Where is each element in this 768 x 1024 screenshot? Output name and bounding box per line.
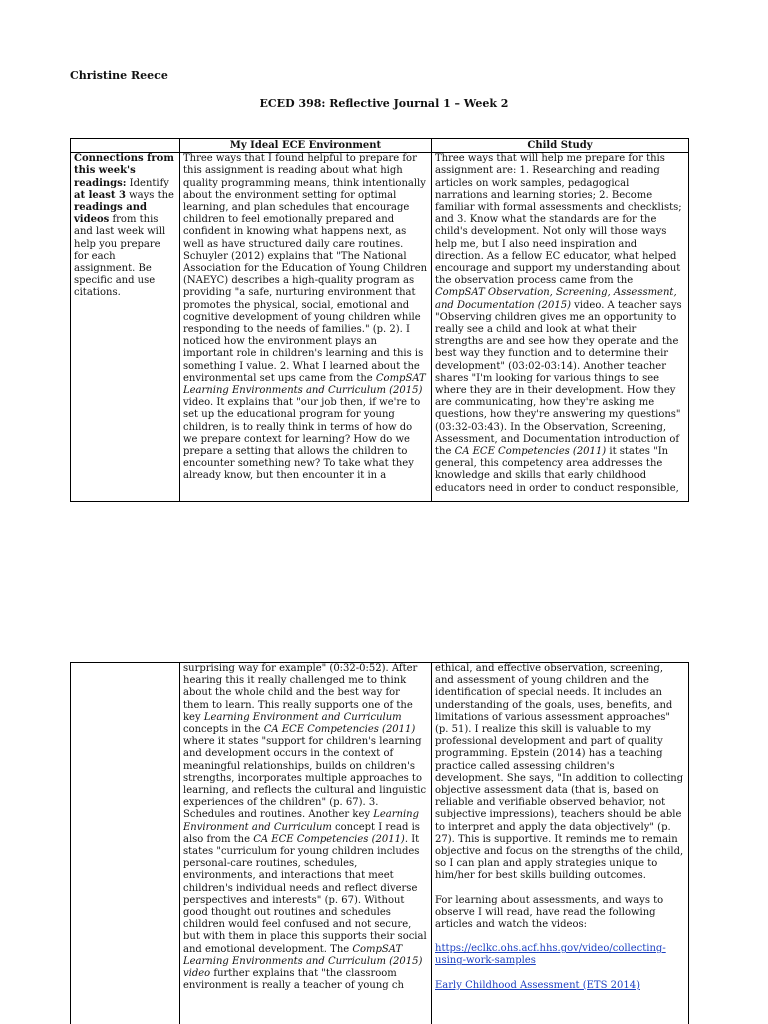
header-child-study: Child Study — [432, 139, 689, 153]
ideal-environment-cell — [180, 153, 432, 502]
header-ideal-environment: My Ideal ECE Environment — [180, 139, 432, 153]
document-title: ECED 398: Reflective Journal 1 – Week 2 — [259, 97, 509, 110]
child-study-cell-continued — [432, 663, 689, 1024]
ideal-environment-cell-continued — [180, 663, 432, 1024]
table-row — [71, 663, 689, 1024]
child-study-text: Three ways that will help me prepare for this assignment are: 1. Researching and reading articles on work samples, pedagogical narrations and learning stories; 2. Become familiar with formal assessments and checklists; and 3. Know what the standards are for the child's development. Not only will those ways help me, but I also need inspiration and direction. As a fellow EC educator, what helped encourage and support my understanding about the observation process came from the CompSAT Observation, Screening, Assessment, and Documentation (2015) video. A teacher says "Observing children gives me an opportunity to really see a child and look at what their strengths are and see how they operate and the best way they function and to determine their development" (03:02-03:14). Another teacher shares "I'm looking for various things to see where they are in their development. How they are communicating, how they're asking me questions, how they're answering my questions" (03:32-03:43). In the Observation, Screening, Assessment, and Documentation introduction of the CA ECE Competencies (2011) it states "In general, this competency area addresses the knowledge and skills that early childhood educators need in order to conduct responsible, — [435, 153, 682, 494]
child-study-text-continued: ethical, and effective observation, screening, and assessment of young children and the identification of special needs. It includes an understanding of the goals, uses, benefits, and limitations of various assessment approaches" (p. 51). I realize this skill is valuable to my professional development and part of quality programming. Epstein (2014) has a teaching practice called assessing children's development. She says, "In addition to collecting objective assessment data (that is, based on reliable and verifiable observed behavior, not subjective impressions), teachers should be able to interpret and apply the data objectively" (p. 27). This is supportive. It reminds me to remain objective and focus on the strengths of the child, so I can plan and apply strategies unique to him/her for best skills building outcomes. For learning about assessments, and ways to observe I will read, have read the following articles and watch the videos: https://eclkc.ohs.acf.hhs.gov/video/collecting-using-work-samples Early Childhood Assessment (ETS 2014) — [435, 663, 684, 991]
child-study-cell — [432, 153, 689, 502]
header-blank — [71, 139, 180, 153]
row-label-cell-empty — [71, 663, 180, 1024]
row-label-cell: Connections from this week's readings: Identify at least 3 ways the readings and videos from this and last week will help you prepare for each assignment. Be specific and use citations. — [71, 153, 180, 502]
journal-table-page2 — [70, 662, 689, 1024]
table-row — [71, 153, 689, 502]
table-header-row — [71, 139, 689, 153]
work-samples-link[interactable]: https://eclkc.ohs.acf.hhs.gov/video/collecting-using-work-samples — [435, 943, 666, 967]
ideal-environment-text-continued: surprising way for example" (0:32-0:52). After hearing this it really challenged me to think about the whole child and the best way for them to learn. This really supports one of the key Learning Environment and Curriculum concepts in the CA ECE Competencies (2011) where it states "support for children's learning and development occurs in the context of meaningful relationships, builds on children's strengths, incorporates multiple approaches to learning, and reflects the cultural and linguistic experiences of the children" (p. 67). 3. Schedules and routines. Another key Learning Environment and Curriculum concept I read is also from the CA ECE Competencies (2011). It states "curriculum for young children includes personal-care routines, schedules, environments, and interactions that meet children's individual needs and reflect diverse perspectives and interests" (p. 67). Without good thought out routines and schedules children would feel confused and not secure, but with them in place this supports their social and emotional development. The CompSAT Learning Environments and Curriculum (2015) video further explains that "the classroom environment is really a teacher of young ch — [183, 663, 427, 992]
ideal-environment-text: Three ways that I found helpful to prepare for this assignment is reading about what high quality programming means, think intentionally about the environment setting for optimal learning, and plan schedules that encourage children to feel emotionally prepared and confident in knowing what happens next, as well as have structured daily care routines. Schuyler (2012) explains that "The National Association for the Education of Young Children (NAEYC) describes a high-quality program as providing "a safe, nurturing environment that promotes the physical, social, emotional and cognitive development of young children while responding to the needs of families." (p. 2). I noticed how the environment plays an important role in children's learning and this is something I value. 2. What I learned about the environmental set ups came from the CompSAT Learning Environments and Curriculum (2015) video. It explains that "our job then, if we're to set up the educational program for young children, is to really think in terms of how do we prepare context for learning? How do we prepare a setting that allows the children to encounter something new? To take what they already know, but then encounter it in a — [183, 153, 428, 482]
journal-table-page1 — [70, 138, 689, 502]
author-name: Christine Reece — [70, 69, 168, 82]
ets-assessment-link[interactable]: Early Childhood Assessment (ETS 2014) — [435, 979, 640, 991]
